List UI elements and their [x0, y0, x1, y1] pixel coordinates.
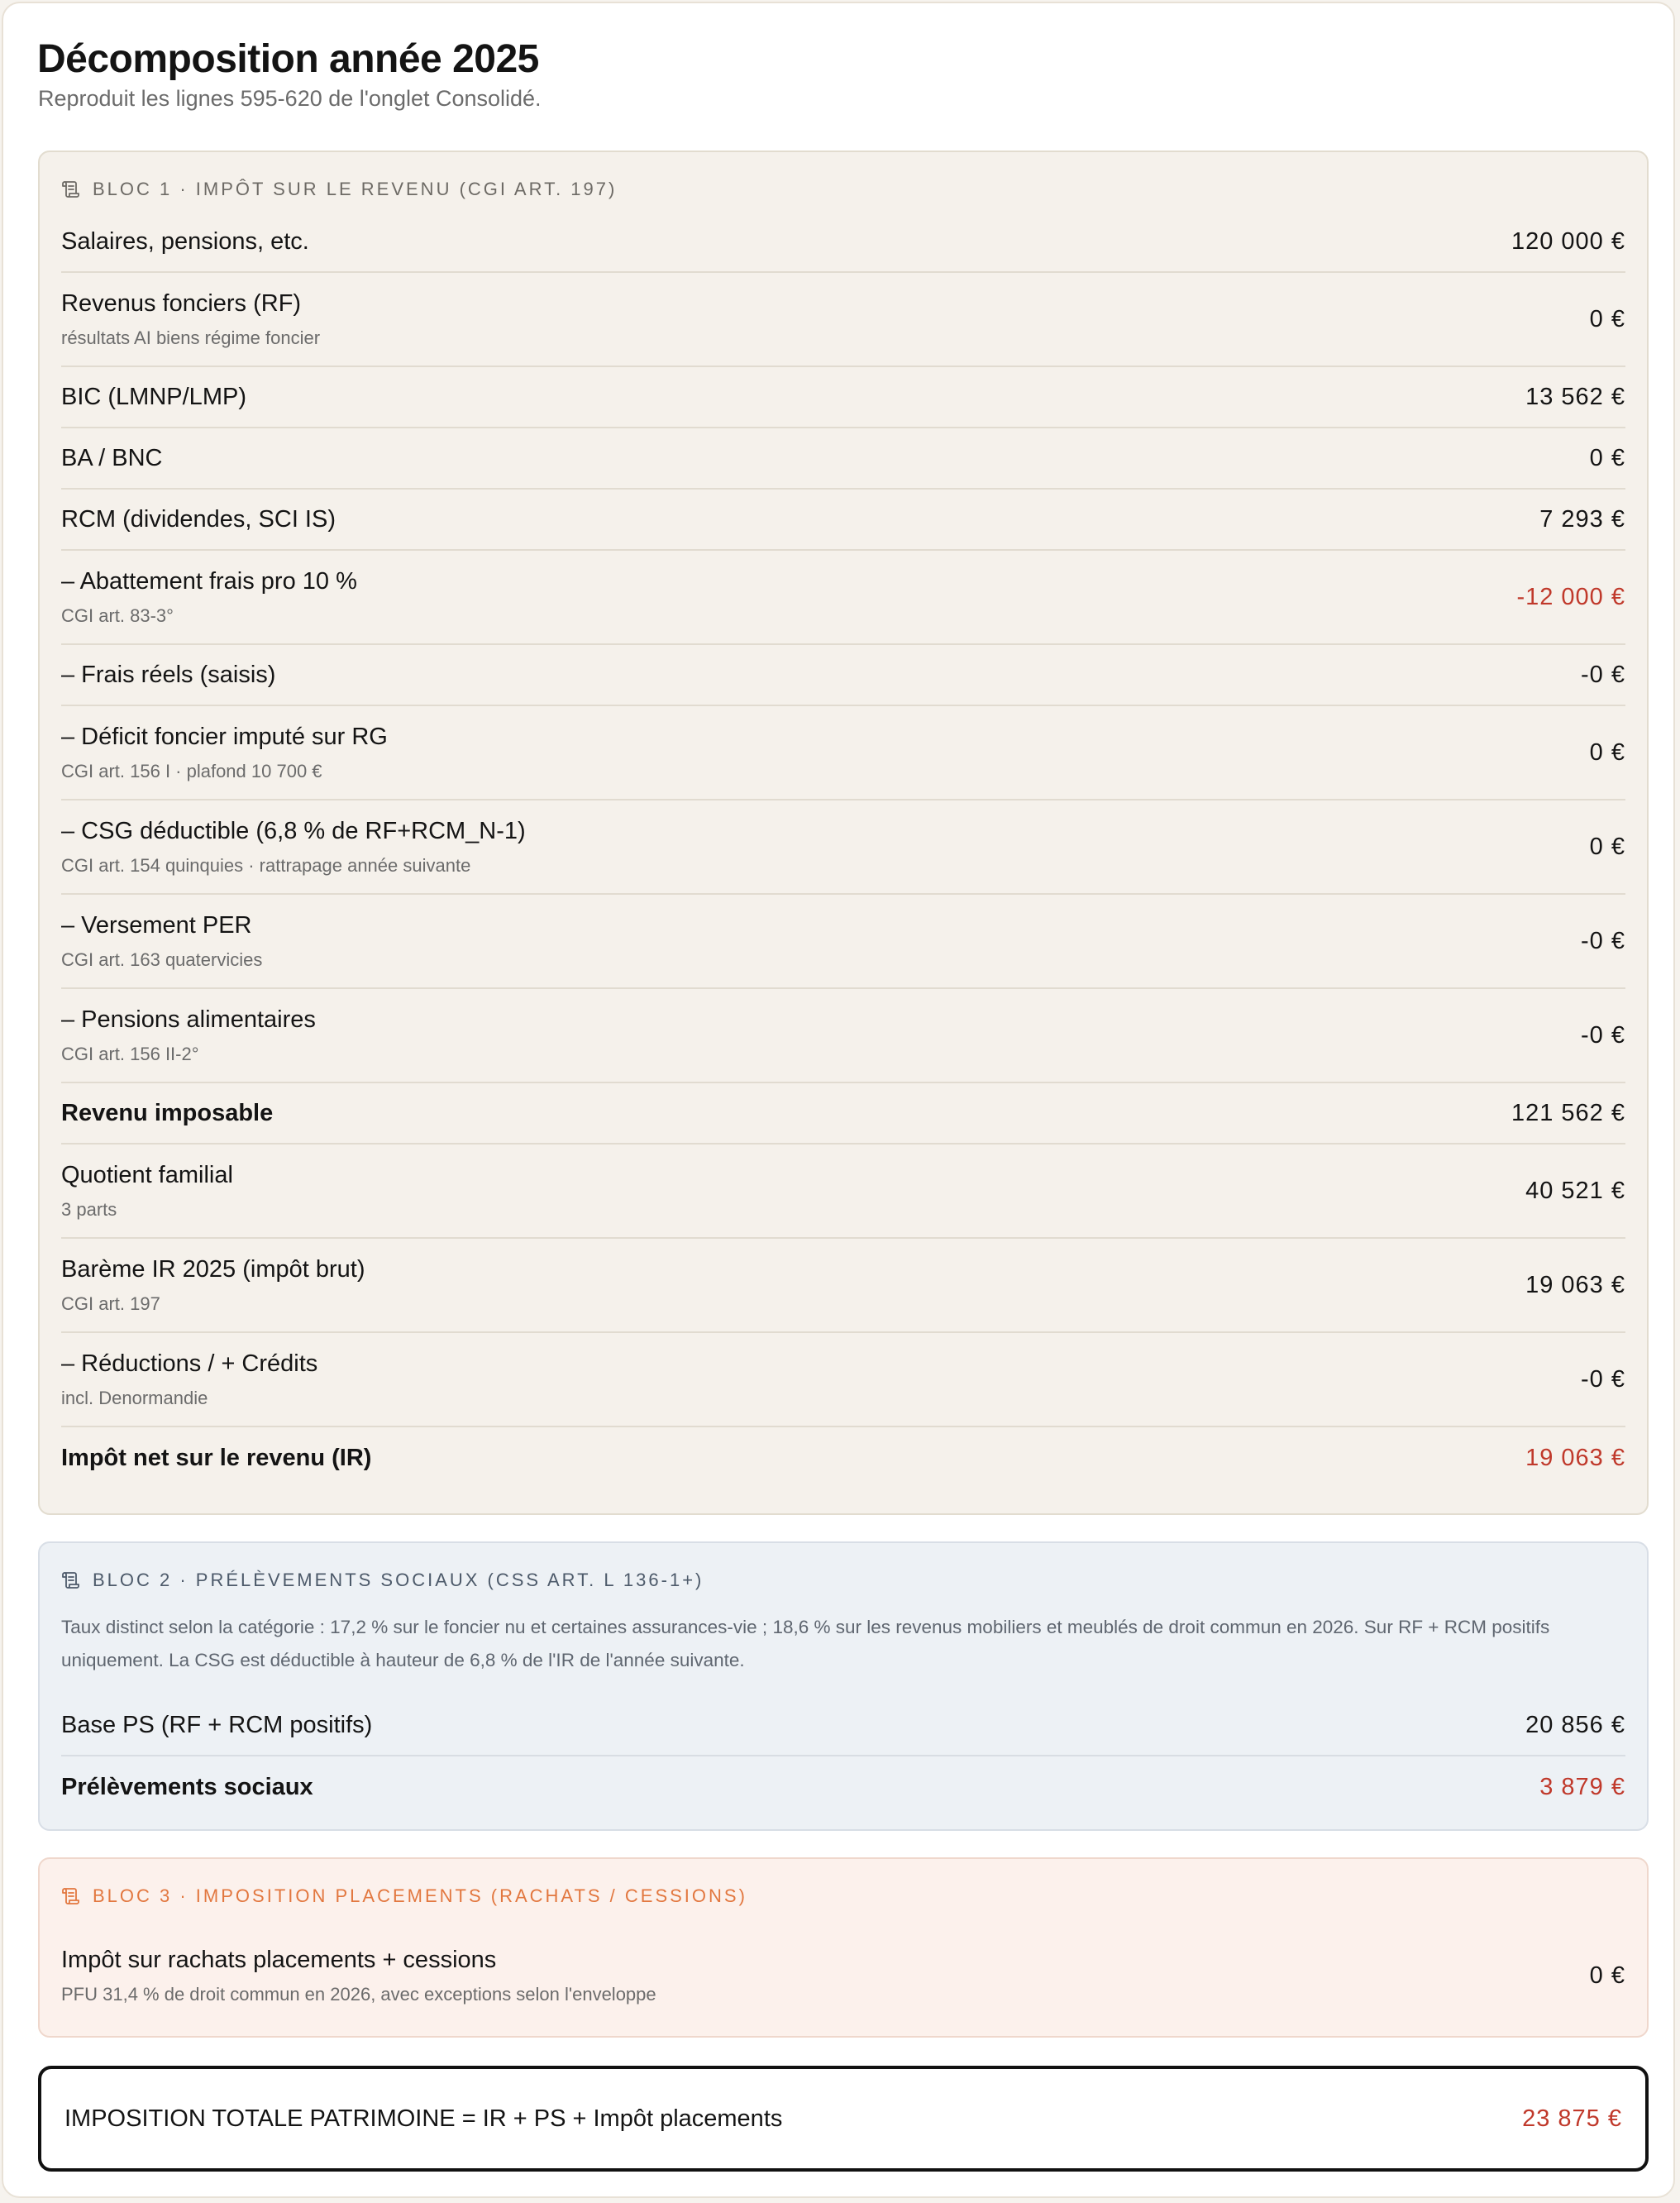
- table-row: [61, 1145, 1625, 1239]
- scroll-icon: [61, 179, 81, 199]
- table-row: [61, 367, 1625, 428]
- row-label-group: [61, 818, 526, 877]
- row-sublabel: CGI art. 156 I · plafond 10 700 €: [61, 760, 322, 781]
- row-label-group: [61, 1947, 656, 2005]
- row-value: 13 562 €: [1525, 383, 1625, 410]
- row-sublabel: CGI art. 154 quinquies · rattrapage année suivante: [61, 854, 471, 876]
- total-label: IMPOSITION TOTALE PATRIMOINE = IR + PS + Impôt placements: [64, 2105, 783, 2132]
- row-label-group: [61, 662, 275, 689]
- row-sublabel: CGI art. 197: [61, 1293, 160, 1314]
- row-sublabel: PFU 31,4 % de droit commun en 2026, avec exceptions selon l'enveloppe: [61, 1983, 656, 2005]
- bloc-note: Taux distinct selon la catégorie : 17,2 % sur le foncier nu et certaines assurances-vie ; 18,6 % sur les revenus mobiliers et meublés de droit commun en 2026. Sur RF + RCM positifs uniquement. La CSG est déductible à hauteur de 6,8 % de l'IR de l'année suivante.: [61, 1617, 1550, 1670]
- row-value: 120 000 €: [1511, 227, 1625, 255]
- table-row: [61, 1083, 1625, 1145]
- table-row: [61, 1928, 1625, 2023]
- row-label-group: [61, 445, 163, 472]
- row-label-group: [61, 912, 262, 971]
- bloc3-rows: [61, 1928, 1625, 2023]
- row-sublabel: CGI art. 83-3°: [61, 605, 174, 626]
- row-value: -0 €: [1581, 927, 1625, 954]
- row-sublabel: CGI art. 163 quatervicies: [61, 949, 263, 970]
- scroll-icon: [61, 1886, 81, 1906]
- row-label: BA / BNC: [61, 444, 163, 471]
- bloc-title: BLOC 2 · PRÉLÈVEMENTS SOCIAUX (CSS ART. L 136-1+): [93, 1570, 704, 1590]
- row-value: 0 €: [1589, 833, 1625, 860]
- table-row: [61, 551, 1625, 645]
- bloc-impot-revenu: [38, 151, 1649, 1515]
- bloc1-rows: [61, 212, 1625, 1489]
- row-label-group: [61, 1256, 365, 1315]
- row-label: Base PS (RF + RCM positifs): [61, 1711, 373, 1738]
- page-subtitle: Reproduit les lignes 595-620 de l'onglet Consolidé.: [38, 86, 542, 111]
- row-label: – Pensions alimentaires: [61, 1006, 316, 1033]
- bloc-prelevements-sociaux: [38, 1541, 1649, 1831]
- row-value: 20 856 €: [1525, 1711, 1625, 1738]
- total-imposition-box: [38, 2066, 1649, 2172]
- row-value: 7 293 €: [1539, 505, 1625, 533]
- bloc-header: [61, 1568, 704, 1593]
- bloc-header: [61, 1884, 747, 1909]
- row-value: 19 063 €: [1525, 1444, 1625, 1471]
- row-value: 121 562 €: [1511, 1099, 1625, 1126]
- row-label: – Abattement frais pro 10 %: [61, 567, 357, 595]
- row-value: 3 879 €: [1539, 1773, 1625, 1800]
- row-label: Revenus fonciers (RF): [61, 289, 302, 317]
- row-value: 0 €: [1589, 444, 1625, 471]
- scroll-icon: [61, 1570, 81, 1590]
- row-label: Quotient familial: [61, 1161, 233, 1188]
- table-row: [61, 800, 1625, 895]
- row-label-group: [61, 568, 357, 627]
- row-value: -0 €: [1581, 1365, 1625, 1393]
- row-value: 0 €: [1589, 738, 1625, 766]
- row-label-group: [61, 384, 246, 411]
- table-row: [61, 1427, 1625, 1489]
- row-label: – Versement PER: [61, 911, 252, 939]
- row-value: -0 €: [1581, 1021, 1625, 1049]
- row-label-group: [61, 228, 309, 256]
- bloc-imposition-placements: [38, 1857, 1649, 2038]
- row-label: Revenu imposable: [61, 1099, 274, 1126]
- page-title: Décomposition année 2025: [37, 37, 539, 81]
- row-label-group: [61, 290, 320, 349]
- row-value: 0 €: [1589, 1962, 1625, 1989]
- table-row: [61, 428, 1625, 490]
- row-sublabel: résultats AI biens régime foncier: [61, 327, 321, 348]
- row-label-group: [61, 506, 336, 533]
- row-label-group: [61, 1006, 316, 1065]
- bloc-header: [61, 177, 617, 202]
- row-value: 0 €: [1589, 305, 1625, 332]
- bloc-title: BLOC 3 · IMPOSITION PLACEMENTS (RACHATS / CESSIONS): [93, 1885, 747, 1906]
- row-sublabel: incl. Denormandie: [61, 1387, 208, 1408]
- decomposition-card: [2, 2, 1675, 2198]
- row-label: Impôt sur rachats placements + cessions: [61, 1946, 497, 1973]
- table-row: [61, 212, 1625, 273]
- row-label-group: [61, 1774, 313, 1801]
- table-row: [61, 1239, 1625, 1333]
- table-row: [61, 490, 1625, 551]
- row-label-group: [61, 1350, 317, 1409]
- table-row: [61, 273, 1625, 367]
- row-label-group: [61, 1162, 233, 1221]
- row-label: – Déficit foncier imputé sur RG: [61, 723, 388, 750]
- table-row: [61, 989, 1625, 1083]
- row-value: -0 €: [1581, 661, 1625, 688]
- row-label: RCM (dividendes, SCI IS): [61, 505, 336, 533]
- total-value: 23 875 €: [1522, 2105, 1622, 2132]
- row-value: -12 000 €: [1516, 583, 1625, 610]
- table-row: [61, 1695, 1625, 1756]
- table-row: [61, 1333, 1625, 1427]
- row-sublabel: 3 parts: [61, 1198, 117, 1220]
- row-label-group: [61, 1445, 371, 1472]
- row-label: BIC (LMNP/LMP): [61, 383, 246, 410]
- row-label: – CSG déductible (6,8 % de RF+RCM_N-1): [61, 817, 526, 844]
- row-label: Prélèvements sociaux: [61, 1773, 313, 1800]
- bloc-title: BLOC 1 · IMPÔT SUR LE REVENU (CGI ART. 197): [93, 179, 618, 199]
- row-label-group: [61, 724, 388, 782]
- row-label: – Frais réels (saisis): [61, 661, 276, 688]
- table-row: [61, 1756, 1625, 1818]
- row-label: Impôt net sur le revenu (IR): [61, 1444, 372, 1471]
- bloc2-rows: [61, 1695, 1625, 1818]
- row-label: Salaires, pensions, etc.: [61, 227, 309, 255]
- row-sublabel: CGI art. 156 II-2°: [61, 1043, 199, 1064]
- row-value: 40 521 €: [1525, 1177, 1625, 1204]
- row-label-group: [61, 1712, 372, 1739]
- row-label: – Réductions / + Crédits: [61, 1350, 318, 1377]
- table-row: [61, 645, 1625, 706]
- row-value: 19 063 €: [1525, 1271, 1625, 1298]
- table-row: [61, 895, 1625, 989]
- row-label-group: [61, 1100, 273, 1127]
- table-row: [61, 706, 1625, 800]
- row-label: Barème IR 2025 (impôt brut): [61, 1255, 365, 1283]
